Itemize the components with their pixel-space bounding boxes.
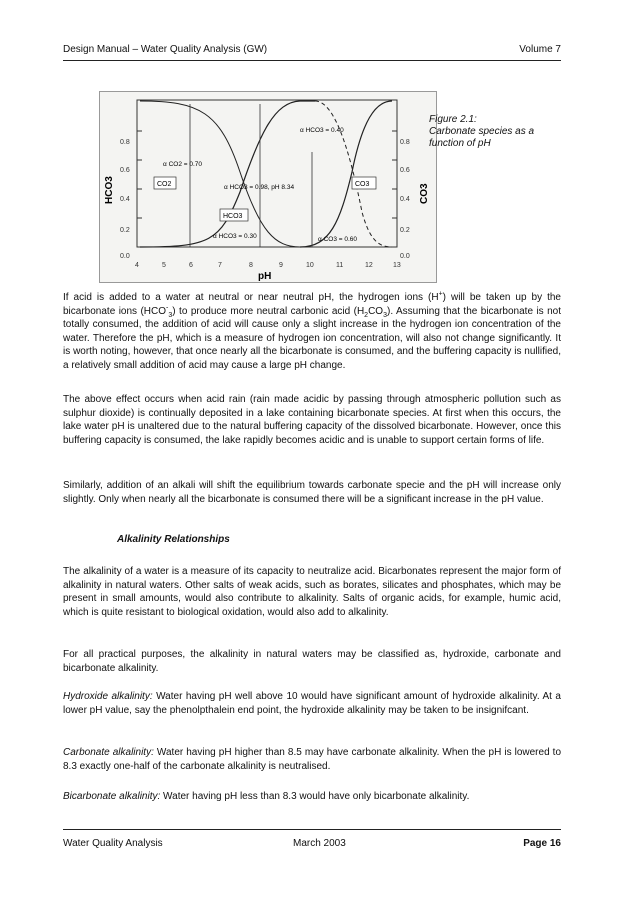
paragraph-text: If acid is added to a water at neutral or near neutral pH, the hydrogen ions (H [63, 292, 439, 303]
bicarbonate-label: Bicarbonate alkalinity: [63, 791, 161, 802]
x-tick-label: 9 [279, 262, 283, 269]
subheading-alkalinity: Alkalinity Relationships [117, 534, 230, 545]
subscript: 3 [383, 311, 387, 319]
paragraph-text: Water having pH less than 8.3 would have only bicarbonate alkalinity. [160, 791, 470, 802]
right-tick-label: 0.8 [400, 139, 410, 146]
hco3-falling-curve [315, 101, 392, 247]
x-tick-label: 10 [306, 262, 314, 269]
paragraph-alkalinity-classes [63, 648, 561, 675]
annotation-hco3-098: α HCO3 = 0.98, pH 8.34 [224, 184, 295, 191]
plot-border [137, 100, 397, 247]
x-axis-title: pH [258, 271, 272, 282]
paragraph-text: Similarly, addition of an alkali will shift the equilibrium towards carbonate specie and the pH will increase only slightly. Only when nearly all the bicarbonate is consumed there will be a significant increase in the pH value. [63, 480, 561, 505]
x-tick-label: 12 [365, 262, 373, 269]
footer-date: March 2003 [293, 838, 346, 849]
carbonate-species-chart [100, 92, 436, 282]
paragraph-acid-addition [63, 291, 561, 373]
paragraph-text: Water having pH higher than 8.5 may have carbonate alkalinity. When the pH is lowered to 8.3 exactly one-half of the carbonate alkalinity is neutralised. [63, 747, 562, 772]
species-hco3-label: HCO3 [223, 213, 243, 220]
x-tick-label: 5 [162, 262, 166, 269]
annotation-hco3-030: α HCO3 = 0.30 [213, 233, 257, 240]
paragraph-text: CO [368, 305, 384, 317]
figure-caption [429, 114, 569, 150]
co3-curve [300, 101, 392, 247]
superscript: + [438, 290, 443, 298]
right-axis-title: CO3 [419, 183, 430, 204]
left-tick-label: 0.2 [120, 227, 130, 234]
footer-title: Water Quality Analysis [63, 838, 163, 849]
paragraph-carbonate [63, 746, 561, 773]
paragraph-alkalinity-definition [63, 565, 561, 619]
paragraph-bicarbonate [63, 790, 561, 804]
annotation-co2-070: α CO2 = 0.70 [163, 161, 202, 168]
paragraph-text: ) to produce more neutral carbonic acid (H [172, 305, 365, 317]
paragraph-text: ). Assuming that the bicarbonate is not totally consumed, the addition of acid will cause only a slight increase in the hydrogen ion concentration of the water. Therefore the pH, which is a measure of hydrogen ion concentration, will also not change significantly. It is worth noting, however, that once nearly all the bicarbonate is consumed, and the buffering capacity is nullified, a relatively small addition of acid may cause a large pH change. [63, 305, 562, 371]
x-tick-label: 7 [218, 262, 222, 269]
footer-rule [63, 829, 561, 830]
header-volume: Volume 7 [519, 44, 561, 55]
paragraph-hydroxide [63, 690, 561, 717]
paragraph-text: The alkalinity of a water is a measure of its capacity to neutralize acid. Bicarbonates represent the major form of alkalinity in natural waters. Other salts of weak acids, such as borates, silicates and phosphates, which may be present in small amounts, would also contribute to alkalinity. Salts of organic acids, for example, humic acid, which is quite resistant to biological oxidation, would also add to alkalinity. [63, 566, 561, 618]
right-tick-label: 0.6 [400, 167, 410, 174]
right-tick-label: 0.0 [400, 253, 410, 260]
paragraph-text: Water having pH well above 10 would have significant amount of hydroxide alkalinity. At a lower pH value, say the phenolpthalein end point, the hydroxide alkalinity may be taken to be insignifcant. [63, 691, 561, 716]
hco3-rising-curve [140, 101, 315, 247]
annotation-co3-060: α CO3 = 0.60 [318, 236, 357, 243]
x-axis-ticks [135, 262, 401, 269]
species-co3-label: CO3 [355, 181, 370, 188]
co2-curve [140, 101, 300, 247]
left-tick-label: 0.0 [120, 253, 130, 260]
header-rule [63, 60, 561, 61]
caption-number: Figure 2.1: [429, 114, 477, 125]
page-header [63, 44, 561, 55]
x-tick-label: 8 [249, 262, 253, 269]
x-tick-label: 13 [393, 262, 401, 269]
superscript: - [166, 304, 169, 312]
annotation-hco3-040: α HCO3 = 0.40 [300, 127, 344, 134]
caption-line: function of pH [429, 138, 491, 149]
left-tick-label: 0.8 [120, 139, 130, 146]
paragraph-text: The above effect occurs when acid rain (rain made acidic by passing through atmospheric pollution such as sulphur dioxide) is continually deposited in a lake containing bicarbonate species. At first when this occurs, the lake water pH is unaltered due to the natural buffering capacity of the dissolved bicarbonate. However, once this buffering capacity is consumed, the lake rapidly becomes acidic and is unable to support certain forms of life. [63, 394, 561, 446]
paragraph-alkali [63, 479, 561, 506]
subscript: 3 [168, 311, 173, 319]
page-footer [63, 838, 561, 849]
caption-line: Carbonate species as a [429, 126, 535, 137]
x-tick-label: 6 [189, 262, 193, 269]
paragraph-text: For all practical purposes, the alkalinity in natural waters may be classified as, hydroxide, carbonate and bicarbonate alkalinity. [63, 649, 561, 674]
right-tick-label: 0.4 [400, 196, 410, 203]
right-tick-label: 0.2 [400, 227, 410, 234]
carbonate-species-figure [99, 91, 437, 283]
carbonate-label: Carbonate alkalinity: [63, 747, 154, 758]
paragraph-acid-rain [63, 393, 561, 447]
left-axis-ticks [120, 131, 142, 260]
x-tick-label: 11 [336, 262, 344, 269]
species-co2-label: CO2 [157, 181, 172, 188]
hydroxide-label: Hydroxide alkalinity: [63, 691, 153, 702]
right-axis-ticks [392, 131, 410, 260]
left-tick-label: 0.4 [120, 196, 130, 203]
x-tick-label: 4 [135, 262, 139, 269]
paragraph-text: ) will be taken up by the bicarbonate ions (HCO [63, 292, 561, 317]
left-tick-label: 0.6 [120, 167, 130, 174]
header-title: Design Manual – Water Quality Analysis (GW) [63, 44, 268, 55]
subscript: 2 [364, 311, 369, 319]
page-number: Page 16 [523, 838, 561, 849]
left-axis-title: HCO3 [104, 176, 115, 204]
